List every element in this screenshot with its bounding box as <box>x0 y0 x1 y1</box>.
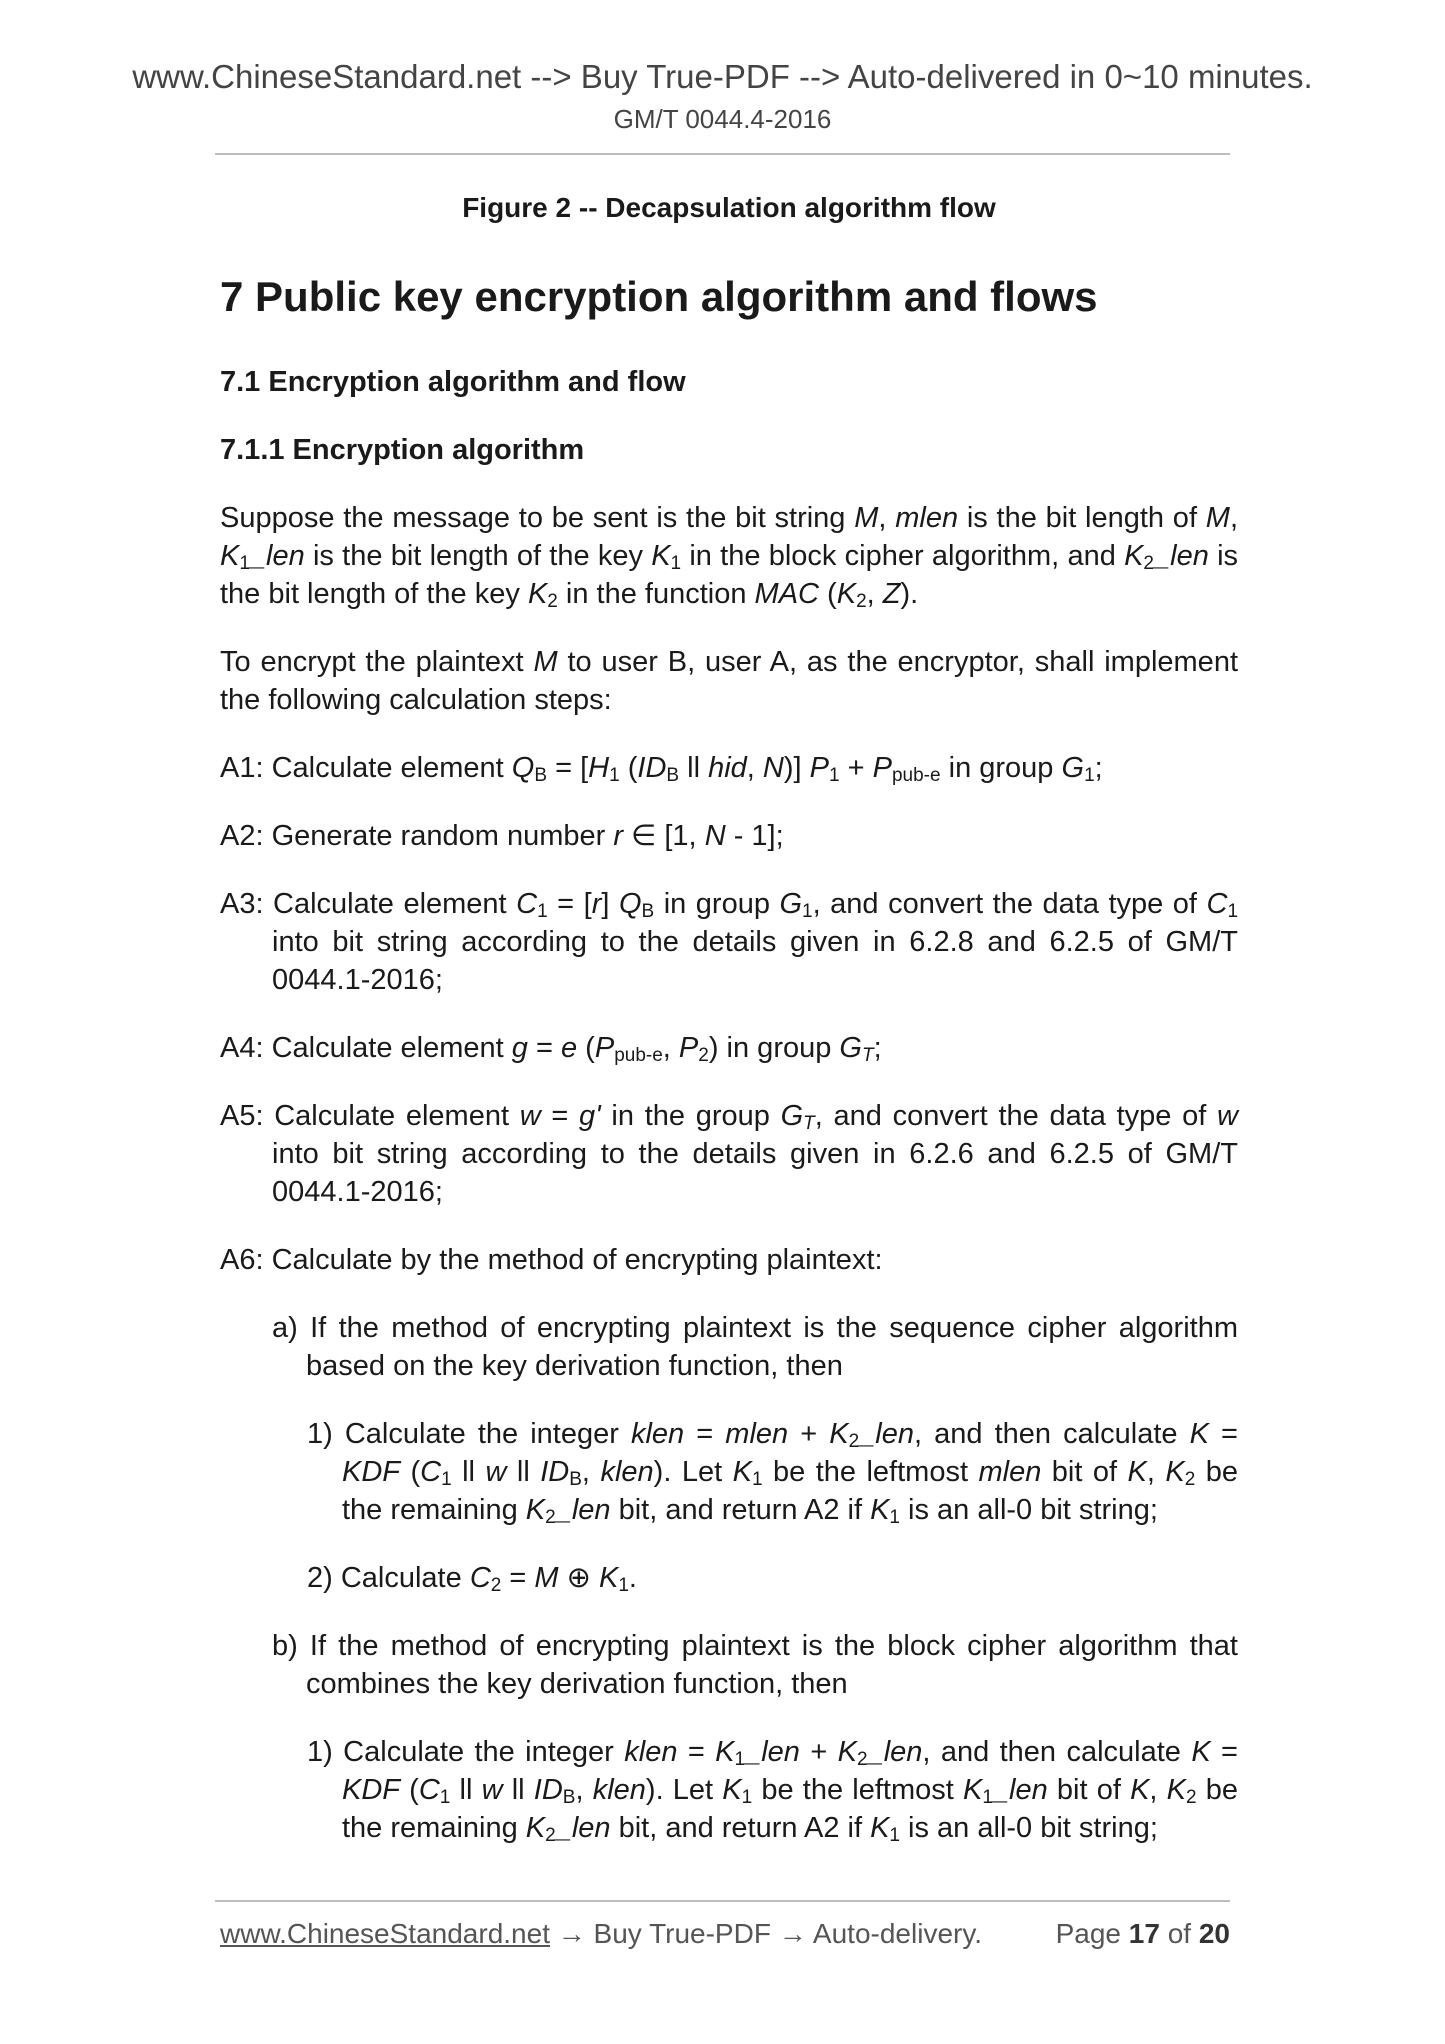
step-a4: A4: Calculate element g = e ($P_{pub-e}$, $P_2$) in group $G_T$; <box>220 1032 882 1066</box>
step-a1: A1: Calculate element $Q_B = [H_1$ ($ID_B$ ll hid, N)] $P_1 + P_{pub-e}$ in group $G_1$; <box>220 752 1103 786</box>
footer-tagline: → Buy True-PDF → Auto-delivery. <box>549 1918 983 1949</box>
step-a5: A5: Calculate element w = g' in the group $G_T$, and convert the data type of w into bit string according to the details given in 6.2.6 and 6.2.5 of GM/T 0044.1-2016; <box>220 1100 1238 1208</box>
page-number: Page 17 of 20 <box>1055 1918 1230 1949</box>
header-standard-number: GM/T 0044.4-2016 <box>613 104 832 134</box>
figure-caption: Figure 2 -- Decapsulation algorithm flow <box>462 192 996 223</box>
page-footer <box>220 1918 1230 1950</box>
subsubsection-heading: 7.1.1 Encryption algorithm <box>220 434 585 466</box>
page-body <box>220 185 1238 1847</box>
header-divider <box>215 153 1230 155</box>
section-heading: 7 Public key encryption algorithm and flows <box>220 273 1098 320</box>
footer-site-link[interactable]: www.ChineseStandard.net <box>220 1918 550 1949</box>
subsection-heading: 7.1 Encryption algorithm and flow <box>220 366 686 398</box>
substep-a-1: 1) Calculate the integer klen = mlen + $K_2\_len$, and then calculate K = KDF ($C_1$ ll w ll $ID_B$, klen). Let $K_1$ be the leftmost mlen bit of K, $K_2$ be the remaining $K_2\_len$ bit, and return A2 if $K_1$ is an all-0 bit string; <box>307 1418 1239 1528</box>
substep-a-2: 2) Calculate $C_2 = M$ ⊕ $K_1$. <box>307 1562 637 1596</box>
paragraph-encryption-intro: To encrypt the plaintext M to user B, user A, as the encryptor, shall implement the following calculation steps: <box>220 646 1238 716</box>
footer-left <box>220 1918 982 1950</box>
page-current: 17 <box>1128 1918 1160 1949</box>
page-total: 20 <box>1198 1918 1230 1949</box>
step-a3: A3: Calculate element $C_1 = [r]$ $Q_B$ in group $G_1$, and convert the data type of $C_1$ into bit string according to the details given in 6.2.8 and 6.2.5 of GM/T 0044.1-2016; <box>220 888 1239 996</box>
header-link-line: www.ChineseStandard.net --> Buy True-PDF --> Auto-delivered in 0~10 minutes. <box>132 58 1313 95</box>
footer-divider <box>215 1900 1230 1902</box>
substep-a: a) If the method of encrypting plaintext is the sequence cipher algorithm based on the key derivation function, then <box>272 1312 1238 1382</box>
step-a6: A6: Calculate by the method of encrypting plaintext: <box>220 1244 883 1276</box>
substep-b-1: 1) Calculate the integer klen = $K_1\_len$ + $K_2\_len$, and then calculate K = KDF ($C_1$ ll w ll $ID_B$, klen). Let $K_1$ be the leftmost $K_1\_len$ bit of K, $K_2$ be the remaining $K_2\_len$ bit, and return A2 if $K_1$ is an all-0 bit string; <box>307 1736 1238 1846</box>
step-a2: A2: Generate random number r ∈ [1, N - 1]; <box>220 820 784 852</box>
substep-b: b) If the method of encrypting plaintext is the block cipher algorithm that combines the key derivation function, then <box>272 1630 1238 1700</box>
paragraph-message-definitions: Suppose the message to be sent is the bit string M, mlen is the bit length of M, $K_1\_len$ is the bit length of the key $K_1$ in the block cipher algorithm, and $K_2\_len$ is the bit length of the key $K_2$ in the function MAC ($K_2$, Z). <box>220 502 1239 612</box>
